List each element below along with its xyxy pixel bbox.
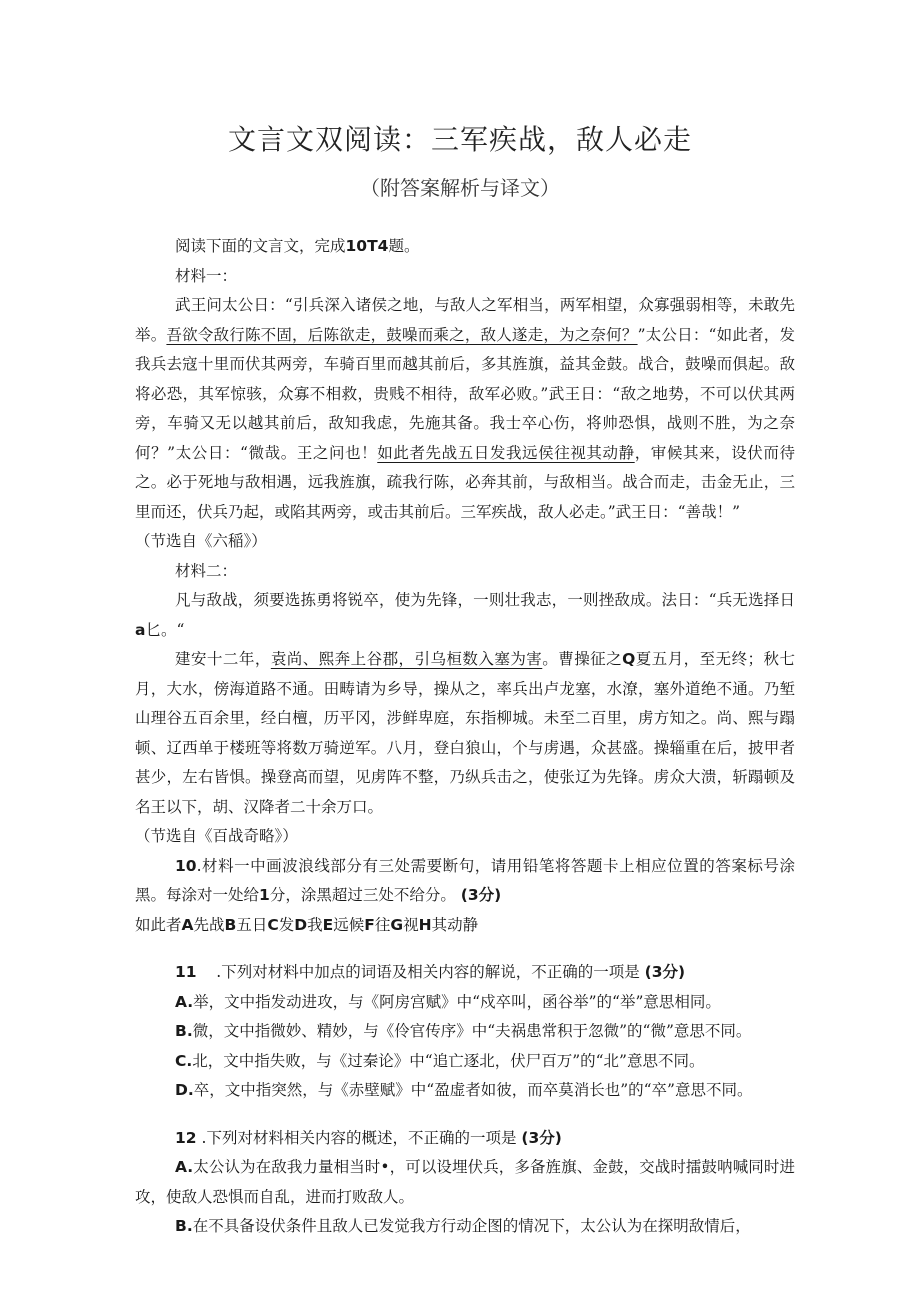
intro-line: 阅读下面的文言文，完成10T4题。 [175,237,420,255]
question-10: 10.材料一中画波浪线部分有三处需要断句，请用铅笔将答题卡上相应位置的答案标号涂黑。每涂对一处给1分，涂黑超过三处不给分。 (3分) [135,856,795,904]
document-title: 文言文双阅读：三军疾战，敌人必走 [227,123,692,156]
material2-heading: 材料二： [175,561,238,580]
question-12-option-a: A.太公认为在敌我力量相当时•，可以设埋伏兵，多备旌旗、金鼓，交战时擂鼓呐喊同时进攻，使敌人恐惧而自乱，进而打败敌人。 [135,1158,795,1206]
question-11-option-c: C.北，文中指失败，与《过秦论》中“追亡逐北，伏尸百万”的“北”意思不同。 [175,1051,705,1070]
material2-paragraph-1: 凡与敌战，须要选拣勇将锐卒，使为先锋，一则壮我志，一则挫敌成。法日：“兵无选择日a匕。“ [135,591,795,639]
material2-paragraph-2: 建安十二年，袁尚、熙奔上谷郡，引乌桓数入塞为害。曹操征之Q夏五月，至无终；秋七月，大水，傍海道路不通。田畴请为乡导，操从之，率兵出卢龙塞，水潦，塞外道绝不通。乃堑山理谷五百余里，经白檀，历平冈，涉鲜卑庭，东指柳城。未至二百里，虏方知之。尚、熙与蹋顿、辽西单于楼班等将数万骑逆军。八月，登白狼山，个与虏遇，众甚盛。操辎重在后，披甲者甚少，左右皆惧。操登高而望，见虏阵不整，乃纵兵击之，使张辽为先锋。虏众大溃，斩蹋顿及名王以下，胡、汉降者二十余万口。 [135,650,795,816]
question-12: 12 .下列对材料相关内容的概述，不正确的一项是 (3分) [175,1128,562,1147]
material1-paragraph: 武王问太公日：“引兵深入诸侯之地，与敌人之军相当，两军相望，众寡强弱相等，未敢先举。吾欲令敌行陈不固，后陈欲走，鼓噪而乘之，敌人遂走，为之奈何？”太公日：“如此者，发我兵去寇十里而伏其两旁，车骑百里而越其前后，多其旌旗，益其金鼓。战合，鼓噪而俱起。敌将必恐，其军惊骇，众寡不相救，贵贱不相待，敌军必败。”武王日：“敌之地势，不可以伏其两旁，车骑又无以越其前后，敌知我虑，先施其备。我士卒心伤，将帅恐惧，战则不胜，为之奈何？”太公日：“微哉。王之问也！如此者先战五日发我远侯往视其动静，审候其来，设伏而待之。必于死地与敌相遇，远我旌旗，疏我行陈，必奔其前，与敌相当。战合而走，击金无止，三里而还，伏兵乃起，或陷其两旁，或击其前后。三军疾战，敌人必走。”武王日：“善哉！” [135,296,795,521]
document-body [135,232,795,1242]
question-11-option-b: B.微，文中指微妙、精妙，与《伶官传序》中“夫祸患常积于忽微”的“微”意思不同。 [175,1022,752,1040]
material1-source: （节选自《六稲》） [135,532,267,550]
material2-source: （节选自《百战奇略》） [135,827,298,845]
underlined-sentence: 袁尚、熙奔上谷郡，引乌桓数入塞为害 [270,650,543,668]
question-11-option-d: D.卒，文中指突然，与《赤壁赋》中“盈虚者如彼，而卒莫消长也”的“卒”意思不同。 [175,1081,753,1099]
question-12-option-b: B.在不具备设伏条件且敌人已发觉我方行动企图的情况下，太公认为在探明敌情后， [175,1217,751,1235]
wavy-underlined-break-sentence: 如此者先战五日发我远侯往视其动静 [377,443,635,462]
question-11: 11 .下列对材料中加点的词语及相关内容的解说，不正确的一项是 (3分) [175,963,686,981]
wavy-underlined-sentence: 吾欲令敌行陈不固，后陈欲走，鼓噪而乘之，敌人遂走，为之奈何？ [166,325,638,344]
material1-heading: 材料一： [175,266,238,285]
document-subtitle: （附答案解析与译文） [360,176,560,200]
question-11-option-a: A.举，文中指发动进攻，与《阿房宫赋》中“戍卒叫，函谷举”的“举”意思相同。 [175,992,721,1011]
question-10-sequence: 如此者A先战B五日C发D我E远候F往G视H其动静 [135,915,479,934]
